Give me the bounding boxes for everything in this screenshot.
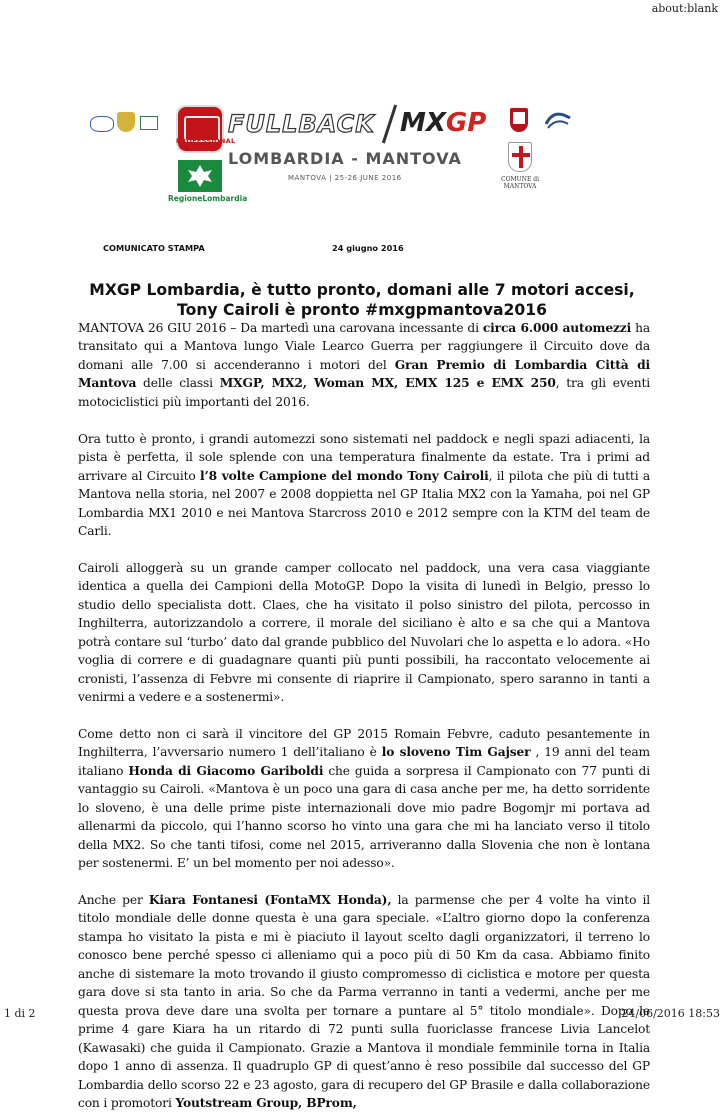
article-paragraph xyxy=(78,319,650,411)
page-counter: 1 di 2 xyxy=(4,1007,36,1020)
browser-url-label: about:blank xyxy=(651,2,718,15)
article-text: delle classi xyxy=(136,376,220,391)
federation-crest-icon xyxy=(117,112,135,132)
document-date: 24 giugno 2016 xyxy=(332,243,404,253)
comune-mantova-crest-icon xyxy=(508,142,532,172)
event-title: LOMBARDIA - MANTOVA xyxy=(228,149,462,168)
event-banner xyxy=(90,90,635,205)
article-text: , il pilota che più di tutti a Mantova nella storia, nel 2007 e 2008 doppietta nel GP Italia MX2 con la Yamaha, poi nel GP Lombardia MX1 2010 e nei Mantova Starcross 2010 e 2012 sempre con la KTM del team de Carli. xyxy=(78,468,650,538)
mxgp-logo-gp: GP xyxy=(445,108,487,138)
article-text: , 19 anni del team italiano xyxy=(78,745,650,778)
article-paragraph xyxy=(78,430,650,541)
article-text: la parmense che per 4 volte ha vinto il titolo mondiale delle donne questa è una gara speciale. «L’altro giorno dopo la conferenza stampa ho visitato la pista e mi è piaciuto il layout scelto dagli organizzatori, il terreno lo conosco bene perché spesso ci alleniamo qui a poco più di 50 Km da casa. Abbiamo finito anche di sistemare la moto trovando il giusto compromesso di ciclistica e motore per questa gara dove si sta tanto in aria. So che da Parma verranno in tanti a vedermi, anche per me questa prova deve dare una svolta per tornare a puntare al 5° titolo mondiale». Dopo le prime 4 gare Kiara ha un ritardo di 72 punti sulla fuoriclasse francese Livia Lancelot (Kawasaki) che guida il Campionato. Grazie a Mantova il mondiale femminile torna in Italia dopo 1 anno di assenza. Il quadruplo GP di quest’anno è reso possibile dal successo del GP Lombardia dello scorso 22 e 23 agosto, gara di recupero del GP Brasile e dalla collaborazione con i promotori xyxy=(78,892,650,1110)
article-text: Come detto non ci sarà il vincitore del GP 2015 Romain Febvre, caduto pesantemente in Inghilterra, l’avversario numero 1 dell’italiano è xyxy=(78,726,650,760)
article-text: MANTOVA 26 GIU 2016 – Da martedì una carovana incessante di xyxy=(78,321,483,335)
article-emphasis: Honda di Giacomo Gariboldi xyxy=(128,762,324,778)
article-emphasis: l’8 volte Campione del mondo Tony Cairoli xyxy=(199,467,489,483)
regione-lombardia-logo-icon xyxy=(178,160,222,192)
article-paragraph xyxy=(78,891,650,1112)
page-title: MXGP Lombardia, è tutto pronto, domani alle 7 motori accesi, Tony Cairoli è pronto #mxgpmantova2016 xyxy=(89,281,635,319)
article-emphasis: Gran Premio di Lombardia Città di Mantova xyxy=(78,356,650,391)
fullback-brand: FULLBACK xyxy=(228,110,375,138)
article-text: ha transitato qui a Mantova lungo Viale Learco Guerra per raggiungere il Circuito dove da domani alle 7.00 si accenderanno i motori del xyxy=(78,321,651,372)
article-text: , tra gli eventi motociclistici più importanti del 2016. xyxy=(78,376,650,409)
article-text: Ora tutto è pronto, i grandi automezzi sono sistemati nel paddock e negli spazi adiacenti, la pista è perfetta, il sole splende con una temperatura finalmente da estate. Tra i primi ad arrivare al Circuito xyxy=(78,431,650,483)
event-dates: MANTOVA | 25-26 JUNE 2016 xyxy=(288,174,402,182)
document-type: COMUNICATO STAMPA xyxy=(103,243,205,253)
article-emphasis: Youtstream Group, BProm, xyxy=(175,1094,357,1110)
article-emphasis: circa 6.000 automezzi xyxy=(482,320,632,335)
mxgp-logo-mx: MX xyxy=(400,108,446,138)
article-text: che guida a sorpresa il Campionato con 77 punti di vantaggio su Cairoli. «Mantova è un poco una gara di casa anche per me, ha detto sorridente lo sloveno, è una delle prime piste internazionali dove mio padre Bogomjr mi portava ad allenarmi da piccolo, qui l’hanno scorso ho vinto una gara che mi ha lanciato verso il titolo della MX2. So che tanti tifosi, come nel 2015, arriveranno dalla Slovenia che non è lontana per sostenermi. E’ un bel momento per noi adesso». xyxy=(78,763,651,871)
article-text: Cairoli alloggerà su un grande camper collocato nel paddock, una vera casa viaggiante identica a quella dei Campioni della MotoGP. Dopo la visita di lunedì in Belgio, presso lo studio dello specialista dott. Claes, che ha visitato il polso sinistro del pilota, percosso in Inghilterra, autorizzandolo a correre, il morale del siciliano è alto e sa che qui a Mantova potrà contare sul ‘turbo’ dato dal grande pubblico del Nuvolari che lo aspetta e lo adora. «Ho voglia di correre e di guadagnare quanti più punti possibili, ha raccontato velocemente ai cronisti, l’assenza di Febvre mi consente di riaprire il Campionato, spero saranno in tanti a venirmi a vedere e a sostenermi». xyxy=(78,560,650,705)
sponsor-wave-logo-icon xyxy=(544,108,572,130)
federation-logo-icon xyxy=(140,116,158,130)
mxgp-logo xyxy=(400,108,486,138)
article-body xyxy=(78,319,650,1112)
motoclub-logo-icon xyxy=(90,116,114,132)
fiat-professional-label: PROFESSIONAL xyxy=(176,137,236,145)
regione-lombardia-label: RegioneLombardia xyxy=(168,194,248,203)
comune-mantova-label: COMUNE di MANTOVA xyxy=(500,176,539,190)
province-crest-icon xyxy=(510,108,528,132)
brand-divider xyxy=(382,105,397,144)
article-paragraph xyxy=(78,725,650,873)
article-emphasis: lo sloveno Tim Gajser xyxy=(381,744,531,760)
article-paragraph xyxy=(78,559,650,707)
print-timestamp: 24/06/2016 18:53 xyxy=(621,1007,720,1020)
article-emphasis: MXGP, MX2, Woman MX, EMX 125 e EMX 250 xyxy=(219,375,556,391)
article-text: Anche per xyxy=(78,892,149,907)
article-emphasis: Kiara Fontanesi (FontaMX Honda), xyxy=(148,891,392,907)
